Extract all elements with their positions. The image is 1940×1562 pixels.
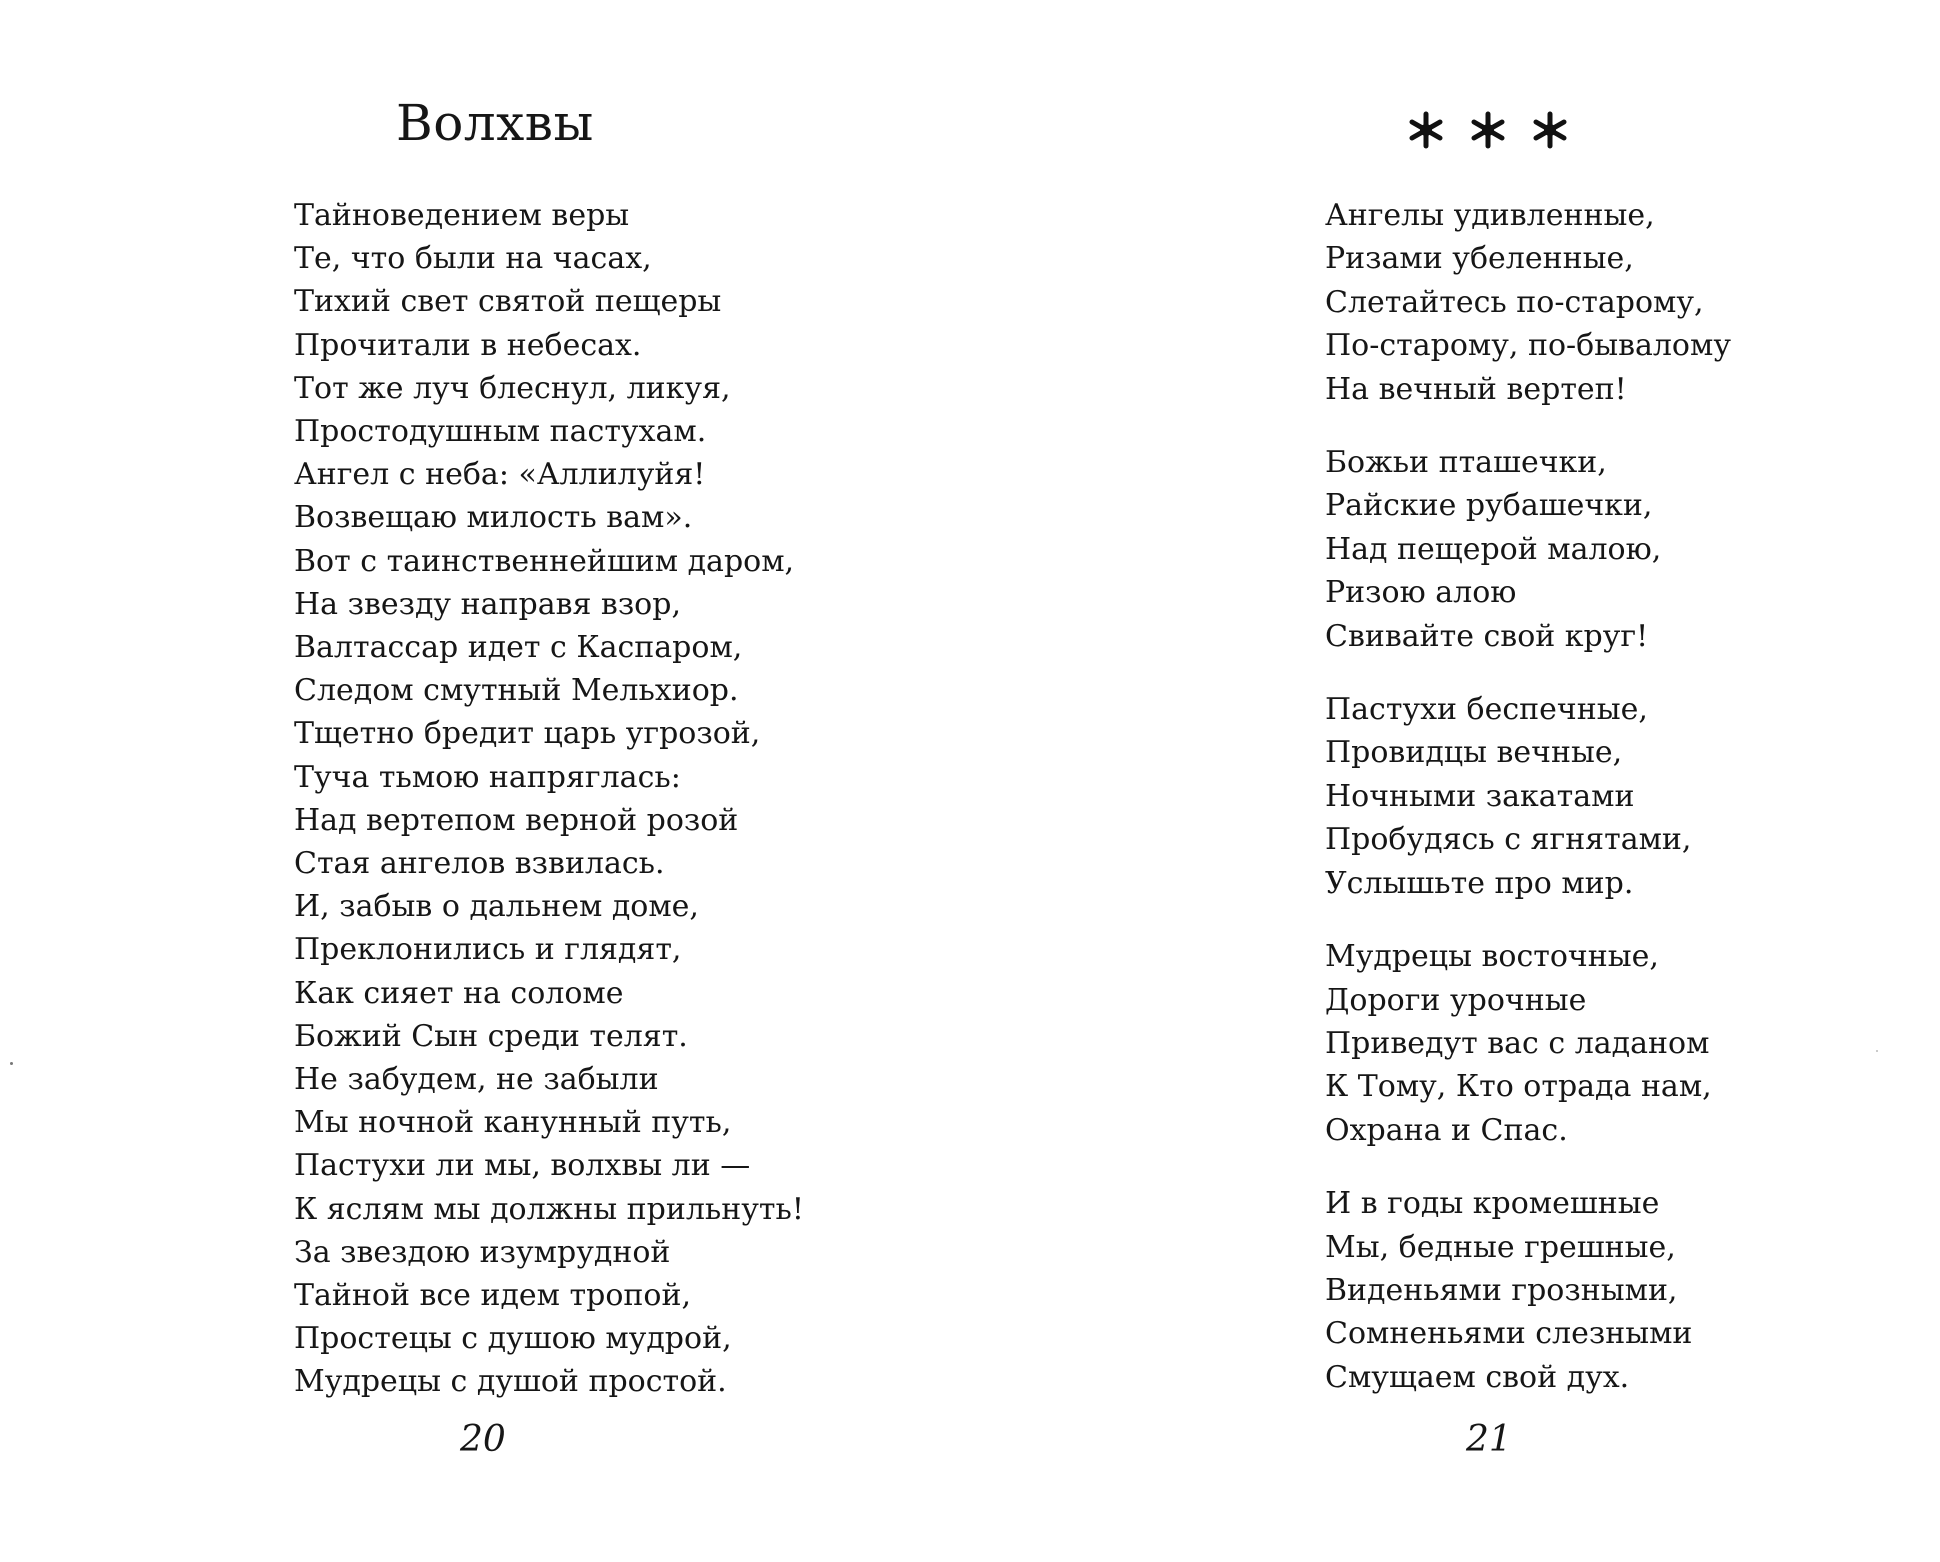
poem-line: По-старому, по-бывалому <box>1325 328 1731 364</box>
ornament-asterism <box>1408 110 1588 160</box>
stanza <box>1325 935 1731 1152</box>
poem-line: Пробудясь с ягнятами, <box>1325 822 1692 858</box>
poem-line: Как сияет на соломе <box>294 975 624 1011</box>
poem-line: Ангел с неба: «Аллилуйя! <box>294 457 706 493</box>
poem-line: Возвещаю милость вам». <box>294 500 693 536</box>
poem-line: Мудрецы восточные, <box>1325 939 1659 975</box>
poem-line: Тайной все идем тропой, <box>294 1278 692 1314</box>
poem-text-left <box>294 194 804 1404</box>
poem-line: Дороги урочные <box>1325 982 1587 1018</box>
snowflake-icon <box>1532 110 1568 150</box>
poem-line: Ночными закатами <box>1325 778 1635 814</box>
poem-line: Над вертепом верной розой <box>294 802 739 838</box>
poem-line: Свивайте свой круг! <box>1325 618 1649 654</box>
poem-line: На вечный вертеп! <box>1325 371 1627 407</box>
poem-line: Мы ночной канунный путь, <box>294 1105 732 1141</box>
poem-line: Не забудем, не забыли <box>294 1062 659 1098</box>
poem-line: Божий Сын среди телят. <box>294 1018 688 1054</box>
poem-line: Мы, бедные грешные, <box>1325 1229 1676 1265</box>
poem-line: Валтассар идет с Каспаром, <box>294 630 743 666</box>
stanza <box>1325 441 1731 658</box>
poem-line: И, забыв о дальнем доме, <box>294 889 699 925</box>
poem-line: К яслям мы должны прильнуть! <box>294 1191 804 1227</box>
page-number: 20 <box>460 1419 506 1460</box>
poem-line: На звезду направя взор, <box>294 586 681 622</box>
poem-line: Ангелы удивленные, <box>1325 198 1655 233</box>
poem-line: Виденьями грозными, <box>1325 1272 1678 1308</box>
poem-line: Тихий свет святой пещеры <box>294 284 722 320</box>
poem-line: Простецы с душою мудрой, <box>294 1321 732 1357</box>
poem-line: Те, что были на часах, <box>294 241 652 277</box>
poem-line: Пастухи беспечные, <box>1325 692 1648 728</box>
poem-line: Божьи пташечки, <box>1325 445 1607 481</box>
stanza <box>1325 688 1731 905</box>
poem-line: Простодушным пастухам. <box>294 414 707 450</box>
poem-title: Волхвы <box>396 94 594 152</box>
scan-speck <box>10 1062 13 1065</box>
poem-line: Преклонились и глядят, <box>294 932 682 968</box>
poem-line: Услышьте про мир. <box>1325 865 1634 901</box>
poem-line: Мудрецы с душой простой. <box>294 1364 727 1400</box>
poem-line: Туча тьмою напряглась: <box>294 759 681 795</box>
poem-line: К Тому, Кто отрада нам, <box>1325 1069 1712 1105</box>
poem-line: Ризами убеленные, <box>1325 241 1634 277</box>
poem-line: Стая ангелов взвилась. <box>294 846 665 882</box>
poem-line: Пастухи ли мы, волхвы ли — <box>294 1148 751 1184</box>
poem-line: Смущаем свой дух. <box>1325 1359 1630 1395</box>
poem-line: Ризою алою <box>1325 575 1517 611</box>
poem-line: Тайноведением веры <box>294 198 630 233</box>
right-page <box>970 0 1940 1562</box>
stanza <box>1325 1182 1731 1399</box>
stanza <box>1325 194 1731 411</box>
poem-line: Следом смутный Мельхиор. <box>294 673 739 709</box>
page-number: 21 <box>1466 1419 1512 1460</box>
poem-line: Тщетно бредит царь угрозой, <box>294 716 761 752</box>
poem-line: Охрана и Спас. <box>1325 1112 1568 1148</box>
poem-line: Слетайтесь по-старому, <box>1325 284 1704 320</box>
snowflake-icon <box>1470 110 1506 150</box>
poem-line: Прочитали в небесах. <box>294 327 642 363</box>
poem-line: Тот же луч блеснул, ликуя, <box>294 370 731 406</box>
poem-line: Приведут вас с ладаном <box>1325 1025 1710 1061</box>
poem-line: За звездою изумрудной <box>294 1234 671 1270</box>
poem-text-right <box>1325 194 1731 1429</box>
poem-line: Райские рубашечки, <box>1325 488 1653 524</box>
scan-speck <box>1876 1050 1878 1052</box>
poem-line: Вот с таинственнейшим даром, <box>294 543 795 579</box>
poem-line: Провидцы вечные, <box>1325 735 1623 771</box>
poem-line: И в годы кромешные <box>1325 1186 1660 1222</box>
snowflake-icon <box>1408 110 1444 150</box>
poem-line: Сомненьями слезными <box>1325 1316 1693 1352</box>
poem-line: Над пещерой малою, <box>1325 531 1662 567</box>
